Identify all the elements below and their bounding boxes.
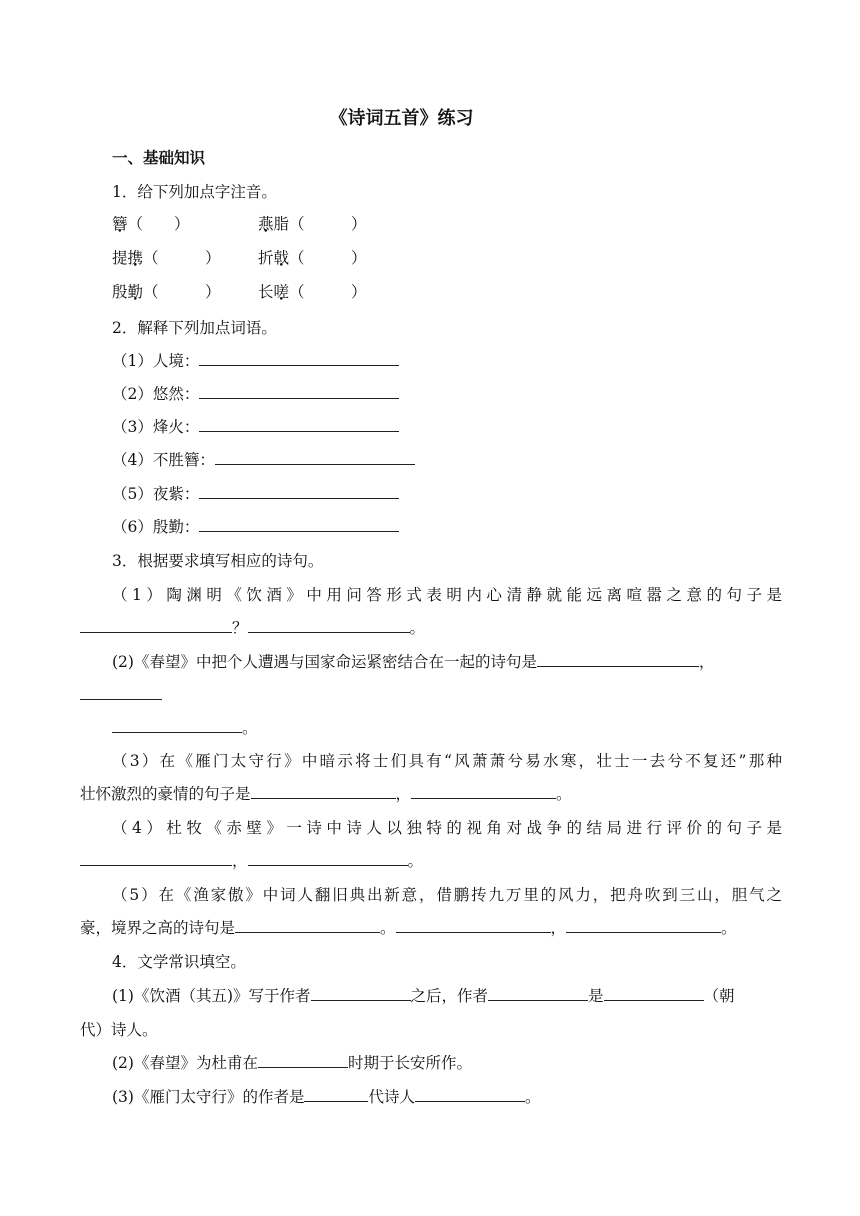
pinyin-item: 长嗟（ ） [258, 283, 367, 301]
definition-item: （5）夜紫： [112, 482, 399, 504]
q3-item-2-blank: 。 [112, 716, 258, 738]
q3-item-5: （5）在《渔家傲》中词人翻旧典出新意，借鹏抟九万里的风力，把舟吹到三山，胆气之 [112, 886, 782, 904]
q3-item-4-blanks: ， 。 [80, 849, 423, 871]
pinyin-item: 提携（ ） [112, 249, 221, 267]
question-2-prompt: 2．解释下列加点词语。 [112, 319, 277, 337]
section-heading: 一、基础知识 [112, 148, 206, 167]
q3-item-2-blank [80, 684, 162, 704]
q3-item-5-blanks: 豪，境界之高的诗句是 。 ， 。 [80, 919, 737, 937]
definition-item: （1）人境： [112, 349, 399, 371]
question-1-prompt: 1．给下列加点字注音。 [112, 183, 277, 201]
q3-item-1: （1）陶渊明《饮酒》中用问答形式表明内心清静就能远离喧嚣之意的句子是 [112, 586, 782, 604]
q4-item-2: (2)《春望》为杜甫在 时期于长安所作。 [112, 1054, 472, 1072]
definition-item: （3）烽火： [112, 415, 399, 437]
pinyin-item: 簪（ ） [112, 215, 190, 233]
question-3-prompt: 3．根据要求填写相应的诗句。 [112, 552, 324, 570]
q3-item-3-blanks: 壮怀激烈的豪情的句子是 ， 。 [80, 785, 572, 803]
q4-item-1: (1)《饮酒（其五)》写于作者 之后，作者 是 （朝 [112, 987, 735, 1005]
pinyin-item: 折戟（ ） [258, 249, 367, 267]
definition-item: （6）殷勤： [112, 515, 399, 537]
q3-item-1-blanks: ？ 。 [80, 616, 425, 638]
question-4-prompt: 4．文学常识填空。 [112, 953, 246, 971]
q4-item-3: (3)《雁门太守行》的作者是 代诗人 。 [112, 1088, 541, 1106]
q3-item-2: (2)《春望》中把个人遭遇与国家命运紧密结合在一起的诗句是 ， [112, 653, 715, 671]
q3-item-4: （4）杜牧《赤壁》一诗中诗人以独特的视角对战争的结局进行评价的句子是 [112, 819, 782, 837]
page-title: 《诗词五首》练习 [329, 108, 474, 129]
definition-item: （4）不胜簪： [112, 448, 415, 470]
pinyin-item: 燕脂（ ） [258, 215, 367, 233]
q4-item-1-cont: 代）诗人。 [80, 1021, 158, 1039]
definition-item: （2）悠然： [112, 382, 399, 404]
q3-item-3: （3）在《雁门太守行》中暗示将士们具有“风萧萧兮易水寒，壮士一去兮不复还”那种 [112, 752, 782, 770]
pinyin-item: 殷勤（ ） [112, 283, 221, 301]
